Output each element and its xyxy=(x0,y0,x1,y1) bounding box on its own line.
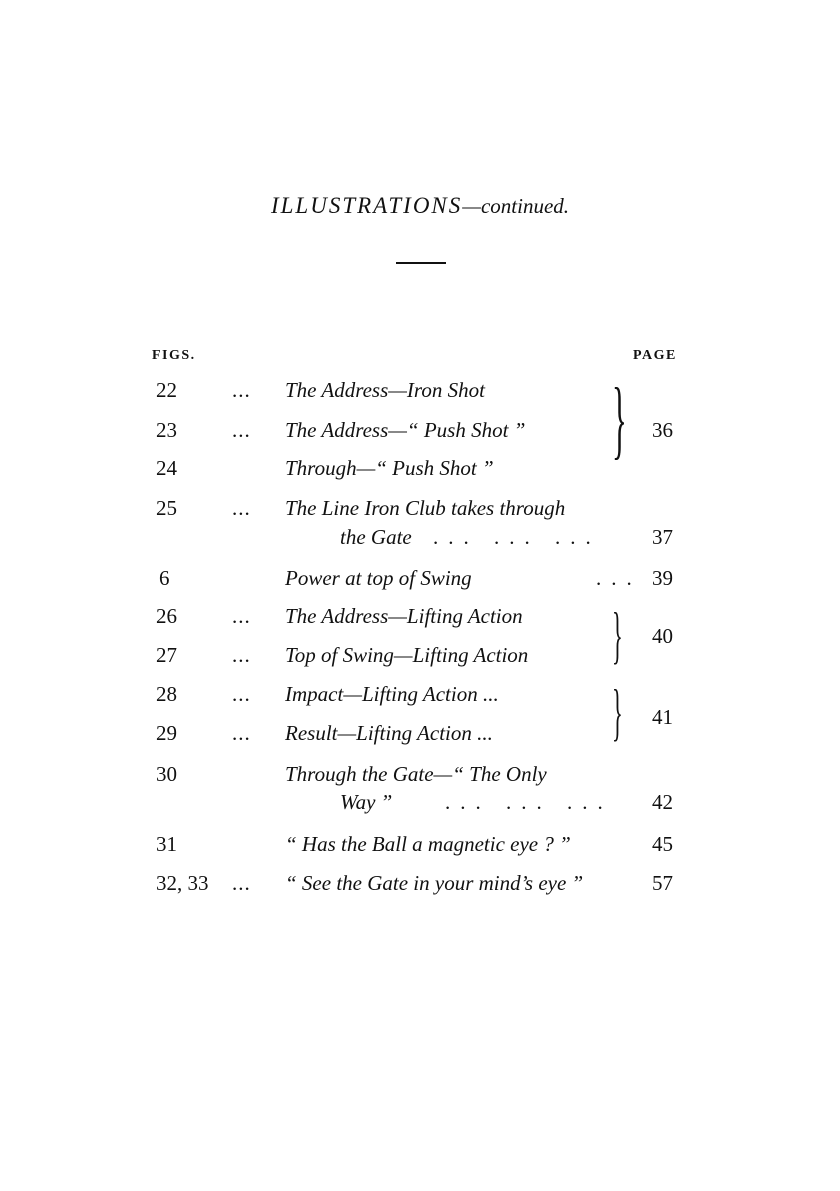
fig-number: 27 xyxy=(156,643,177,667)
page-title-suffix: —continued. xyxy=(462,194,570,218)
fig-number: 29 xyxy=(156,721,177,745)
brace-icon: } xyxy=(612,676,623,747)
leader-dots: ... ... ... xyxy=(445,790,613,814)
page-number: 45 xyxy=(652,832,673,856)
page-number: 41 xyxy=(652,705,673,729)
entry-title: Impact—Lifting Action ... xyxy=(285,682,499,706)
entry-title: The Line Iron Club takes through xyxy=(285,496,566,520)
page-number: 57 xyxy=(652,871,673,895)
entry-title: “ Has the Ball a magnetic eye ? ” xyxy=(285,832,571,856)
fig-number: 23 xyxy=(156,418,177,442)
page-number: 40 xyxy=(652,624,673,648)
dots: ... xyxy=(232,496,251,520)
leader-dots: ... ... ... xyxy=(433,525,601,549)
fig-number: 24 xyxy=(156,456,177,480)
fig-number: 31 xyxy=(156,832,177,856)
entry-title: Through the Gate—“ The Only xyxy=(285,762,547,786)
entry-title-cont: Way ” xyxy=(340,790,393,814)
figs-column-header: FIGS. xyxy=(152,348,196,363)
dots: ... xyxy=(232,378,251,402)
entry-title: Power at top of Swing xyxy=(285,566,472,590)
page-number: 42 xyxy=(652,790,673,814)
dots: ... xyxy=(232,682,251,706)
entry-title: Top of Swing—Lifting Action xyxy=(285,643,529,667)
brace-icon: } xyxy=(612,599,623,670)
page-title xyxy=(0,193,840,219)
entry-title-cont: the Gate xyxy=(340,525,412,549)
fig-number: 26 xyxy=(156,604,177,628)
fig-number: 25 xyxy=(156,496,177,520)
page-title-main: ILLUSTRATIONS xyxy=(270,193,463,218)
entry-title: The Address—Lifting Action xyxy=(285,604,523,628)
dots: ... xyxy=(232,418,251,442)
entry-title: Through—“ Push Shot ” xyxy=(285,456,494,480)
page-number: 37 xyxy=(652,525,673,549)
entry-title: Result—Lifting Action ... xyxy=(285,721,493,745)
fig-number: 28 xyxy=(156,682,177,706)
page-number: 39 xyxy=(652,566,673,590)
fig-number: 22 xyxy=(156,378,177,402)
dots: ... xyxy=(232,871,251,895)
fig-number: 32, 33 xyxy=(156,871,209,895)
leader-dots: ... xyxy=(596,566,642,590)
page-column-header: PAGE xyxy=(633,348,677,363)
title-rule xyxy=(396,262,446,264)
brace-icon: } xyxy=(612,371,627,468)
page-number: 36 xyxy=(652,418,673,442)
dots: ... xyxy=(232,643,251,667)
entry-title: The Address—Iron Shot xyxy=(285,378,485,402)
fig-number: 30 xyxy=(156,762,177,786)
entry-title: The Address—“ Push Shot ” xyxy=(285,418,526,442)
dots: ... xyxy=(232,604,251,628)
fig-number: 6 xyxy=(159,566,170,590)
entry-title: “ See the Gate in your mind’s eye ” xyxy=(285,871,584,895)
dots: ... xyxy=(232,721,251,745)
